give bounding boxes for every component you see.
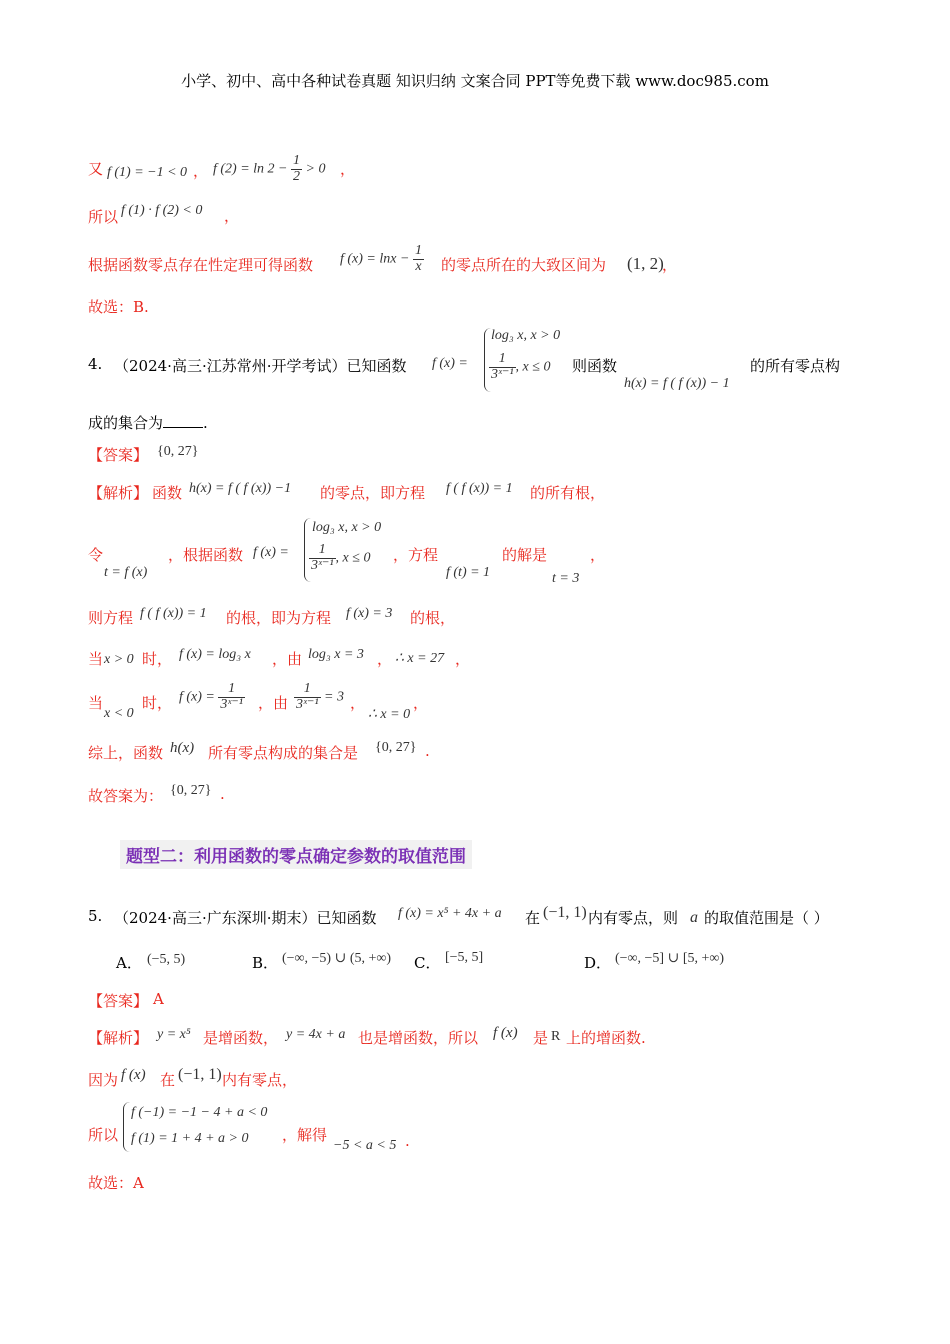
text: 是增函数， [203, 1029, 279, 1047]
text: 的取值范围是（ ） [704, 909, 829, 927]
text: 所有零点构成的集合是 [208, 744, 359, 762]
text: 因为 [88, 1071, 119, 1089]
math: f (x) [493, 1025, 518, 1041]
answer-label: 【答案】 [88, 992, 149, 1010]
text: 在 [525, 909, 541, 927]
math-fx: f (x) = [253, 545, 289, 560]
math-ineq: f (1) = 1 + 4 + a > 0 [131, 1131, 249, 1146]
math-t3: t = 3 [552, 571, 580, 586]
math-fx-ln: f (x) = lnx − $\frac{1}{x}$ [340, 243, 422, 274]
math: R [551, 1029, 561, 1044]
option-b: (−∞, −5) ∪ (5, +∞) [282, 951, 392, 966]
answer-value: A [153, 990, 164, 1008]
text: 的所有根， [530, 484, 606, 502]
math-result: ∴ x = 0 [368, 707, 411, 722]
comma: ， [224, 207, 240, 225]
option-c: [−5, 5] [445, 950, 484, 965]
text: ，方程 [393, 546, 439, 564]
math-hx: h(x) [170, 740, 195, 756]
answer-choice: 故选：A [88, 1174, 144, 1192]
text-tail: 的所有零点构 [750, 357, 841, 375]
system-brace [123, 1102, 130, 1152]
math: y = x⁵ [157, 1027, 191, 1042]
text: 的零点，即方程 [320, 484, 426, 502]
text: 的解是 [502, 546, 548, 564]
math: f (x) [121, 1067, 146, 1083]
math-case-log: log₃ x, x > 0 [312, 520, 382, 535]
math: y = 4x + a [286, 1027, 346, 1042]
math-interval: (1, 2) [627, 254, 664, 273]
math-fx-def: f (x) = [432, 356, 468, 371]
text-zero-theorem: 根据函数零点存在性定理可得函数 [88, 256, 314, 274]
text: 的根， [410, 609, 456, 627]
math-eq: f (x) = 3 [346, 606, 393, 621]
text: . [405, 1132, 410, 1150]
question-source-4: （2024·高三·江苏常州·开学考试）已知函数 [114, 357, 407, 375]
math-case-exp: $\frac{1}{\text{3ˣ⁻¹}}$ , x ≤ 0 [311, 542, 371, 573]
math-f1: f (1) = −1 < 0 [107, 165, 188, 180]
text: 令 [88, 546, 104, 564]
math-eq: f (t) = 1 [446, 565, 491, 580]
text: ，根据函数 [168, 546, 244, 564]
math-hx: h(x) = f ( f (x)) −1 [189, 481, 292, 496]
section-heading: 题型二：利用函数的零点确定参数的取值范围 [120, 840, 472, 869]
math-fx-frac: f (x) = $\frac{1}{\text{3ˣ⁻¹}}$ [179, 681, 243, 712]
analysis-label: 【解析】 [88, 1029, 149, 1047]
text-you: 又 [88, 160, 104, 178]
comma: ， [193, 162, 209, 180]
text: 上的增函数. [566, 1029, 646, 1047]
math-fx: f (x) = x⁵ + 4x + a [398, 906, 502, 921]
math-a: a [690, 909, 698, 926]
option-a: (−5, 5) [147, 952, 186, 967]
text: 时， [142, 694, 173, 712]
text: ， [590, 546, 606, 564]
math-case-log: log₃ x, x > 0 [491, 328, 561, 343]
text: 时， [142, 650, 173, 668]
text: 函数 [152, 484, 183, 502]
option-c-label: C． [414, 954, 441, 972]
text: . [220, 785, 225, 803]
math-ineq: f (−1) = −1 − 4 + a < 0 [131, 1105, 268, 1120]
math-result: ∴ x = 27 [395, 651, 445, 666]
answer-choice-3: 故选：B. [88, 298, 149, 316]
text: 内有零点，则 [588, 909, 679, 927]
text: ，由 [272, 650, 303, 668]
math-product: f (1) · f (2) < 0 [121, 203, 203, 218]
option-d-label: D． [584, 954, 612, 972]
text: 当 [88, 650, 104, 668]
page-header: 小学、初中、高中各种试卷真题 知识归纳 文案合同 PPT等免费下载 www.doc985.com [181, 72, 769, 90]
math-eq: f ( f (x)) = 1 [140, 606, 207, 621]
text: 内有零点， [222, 1071, 298, 1089]
text: 是 [533, 1029, 549, 1047]
text: 所以 [88, 1126, 119, 1144]
answer-value: {0, 27} [157, 444, 199, 459]
math-hx: h(x) = f ( f (x)) − 1 [624, 376, 730, 391]
text: 在 [160, 1071, 176, 1089]
option-b-label: B． [252, 954, 279, 972]
math-cond: x < 0 [104, 706, 134, 721]
text: 当 [88, 694, 104, 712]
comma: ， [340, 160, 356, 178]
math-eq: f ( f (x)) = 1 [446, 481, 513, 496]
math-t: t = f (x) [104, 565, 148, 580]
text: ，由 [258, 694, 289, 712]
math-f2: f (2) = ln 2 − $\frac{1}{2}$ > 0 [213, 153, 326, 184]
math-set: {0, 27} [170, 783, 212, 798]
question-source-5: （2024·高三·广东深圳·期末）已知函数 [114, 909, 377, 927]
math-frac-eq: $\frac{1}{\text{3ˣ⁻¹}}$ = 3 [296, 681, 344, 712]
math-fx: f (x) = log₃ x [179, 647, 251, 662]
answer-label: 【答案】 [88, 446, 149, 464]
text: 则方程 [88, 609, 134, 627]
text: 综上，函数 [88, 744, 164, 762]
question-line2: 成的集合为 . [88, 414, 208, 432]
question-number-4: 4. [88, 355, 103, 373]
question-number-5: 5. [88, 907, 103, 925]
text: . [425, 742, 430, 760]
text-then: 则函数 [572, 357, 618, 375]
math-interval: (−1, 1) [178, 1066, 222, 1083]
text: 故答案为： [88, 787, 164, 805]
math-set: {0, 27} [375, 740, 417, 755]
comma: ， [662, 256, 678, 274]
math-cond: x > 0 [104, 652, 134, 667]
text: 的根，即为方程 [226, 609, 332, 627]
option-d: (−∞, −5] ∪ [5, +∞) [615, 951, 725, 966]
analysis-label: 【解析】 [88, 484, 149, 502]
math-eq: log₃ x = 3 [308, 647, 364, 662]
math-interval: (−1, 1) [543, 904, 587, 921]
text-suoyi: 所以 [88, 208, 119, 226]
option-a-label: A． [116, 954, 142, 972]
answer-blank [163, 413, 203, 428]
fraction: $\frac{1}{2}$ [293, 153, 300, 184]
math-case-exp: $\frac{1}{\text{3ˣ⁻¹}}$ , x ≤ 0 [491, 351, 551, 382]
text: ， [377, 650, 393, 668]
text: ， [413, 694, 429, 712]
text: ， [455, 650, 471, 668]
math-result: −5 < a < 5 [333, 1138, 397, 1153]
text-interval: 的零点所在的大致区间为 [441, 256, 607, 274]
text: ， [350, 694, 366, 712]
text: ，解得 [282, 1126, 328, 1144]
text: 也是增函数，所以 [358, 1029, 479, 1047]
